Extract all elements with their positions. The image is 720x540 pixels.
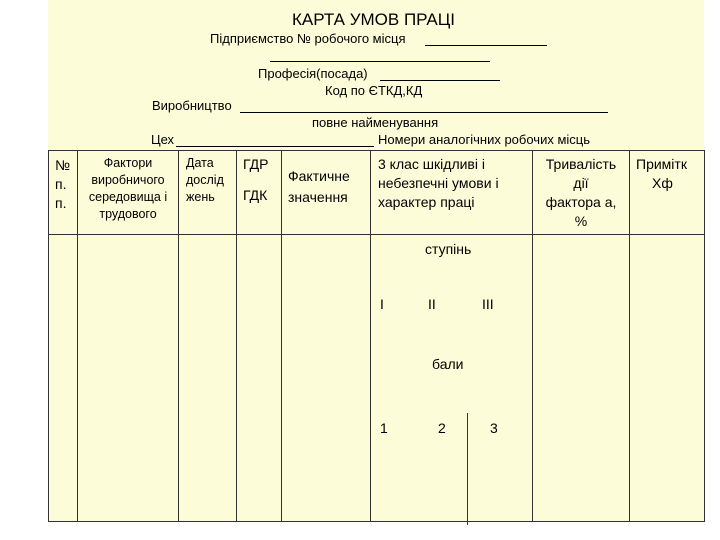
degree-label: ступінь [425, 241, 472, 257]
enterprise-label: Підприємство № робочого місця [210, 31, 406, 46]
full-name-label: повне найменування [312, 115, 439, 130]
col-factors-line: виробничого [91, 173, 165, 187]
document-sheet [48, 0, 704, 522]
col-class-line: небезпечні умови і [378, 175, 499, 191]
col-factors-line: середовища і [88, 190, 168, 204]
col-border-4 [281, 150, 282, 522]
col-factors-line: трудового [99, 207, 157, 221]
profession-blank[interactable] [380, 80, 500, 81]
analog-places-label: Номери аналогічних робочих місць [378, 132, 590, 147]
enterprise-blank-line-2[interactable] [270, 61, 490, 62]
degree-divider [467, 413, 468, 525]
shop-label: Цех [151, 132, 175, 147]
production-label: Виробництво [152, 98, 232, 113]
col-duration-line: дії [573, 175, 589, 191]
col-border-1 [77, 150, 78, 522]
col-duration-line: фактора а, [545, 194, 617, 210]
col-gdr-header: ГДР [243, 156, 269, 172]
col-no-line: № [55, 157, 71, 173]
table-bottom-border [48, 521, 704, 522]
col-date-line: Дата [186, 156, 214, 170]
col-note-line: Хф [652, 175, 673, 191]
header-row-divider [48, 234, 704, 235]
col-border-8 [704, 150, 705, 522]
profession-label: Професія(посада) [258, 66, 368, 81]
points-label: бали [432, 356, 464, 372]
col-note-line: Примітк [636, 156, 687, 172]
col-class-line: характер праці [378, 194, 475, 210]
col-duration-line: Тривалість [545, 156, 617, 172]
col-border-0 [48, 150, 49, 522]
degree-item: I [380, 296, 384, 312]
col-actual-line: значення [288, 189, 348, 205]
code-label: Код по ЄТКД,КД [325, 83, 423, 98]
col-duration-line: % [574, 213, 588, 229]
col-border-5 [370, 150, 371, 522]
col-actual-line: Фактичне [288, 168, 350, 184]
col-gdk-header: ГДК [243, 187, 268, 203]
col-no-line: п. [55, 195, 67, 211]
enterprise-blank[interactable] [425, 45, 547, 46]
points-item: 2 [438, 420, 446, 436]
col-factors-line: Фактори [103, 156, 153, 170]
points-item: 1 [380, 420, 388, 436]
col-date-line: жень [186, 190, 215, 204]
table-top-border [48, 150, 704, 151]
degree-item: II [428, 296, 436, 312]
document-title: КАРТА УМОВ ПРАЦІ [292, 10, 456, 29]
col-no-line: п. [55, 176, 67, 192]
col-border-2 [178, 150, 179, 522]
points-item: 3 [490, 420, 498, 436]
col-date-line: дослід [186, 173, 224, 187]
production-blank[interactable] [240, 112, 608, 113]
degree-item: III [482, 296, 494, 312]
col-class-line: 3 клас шкідливі і [378, 156, 485, 172]
col-border-7 [629, 150, 630, 522]
shop-blank[interactable] [176, 146, 374, 147]
col-border-3 [236, 150, 237, 522]
